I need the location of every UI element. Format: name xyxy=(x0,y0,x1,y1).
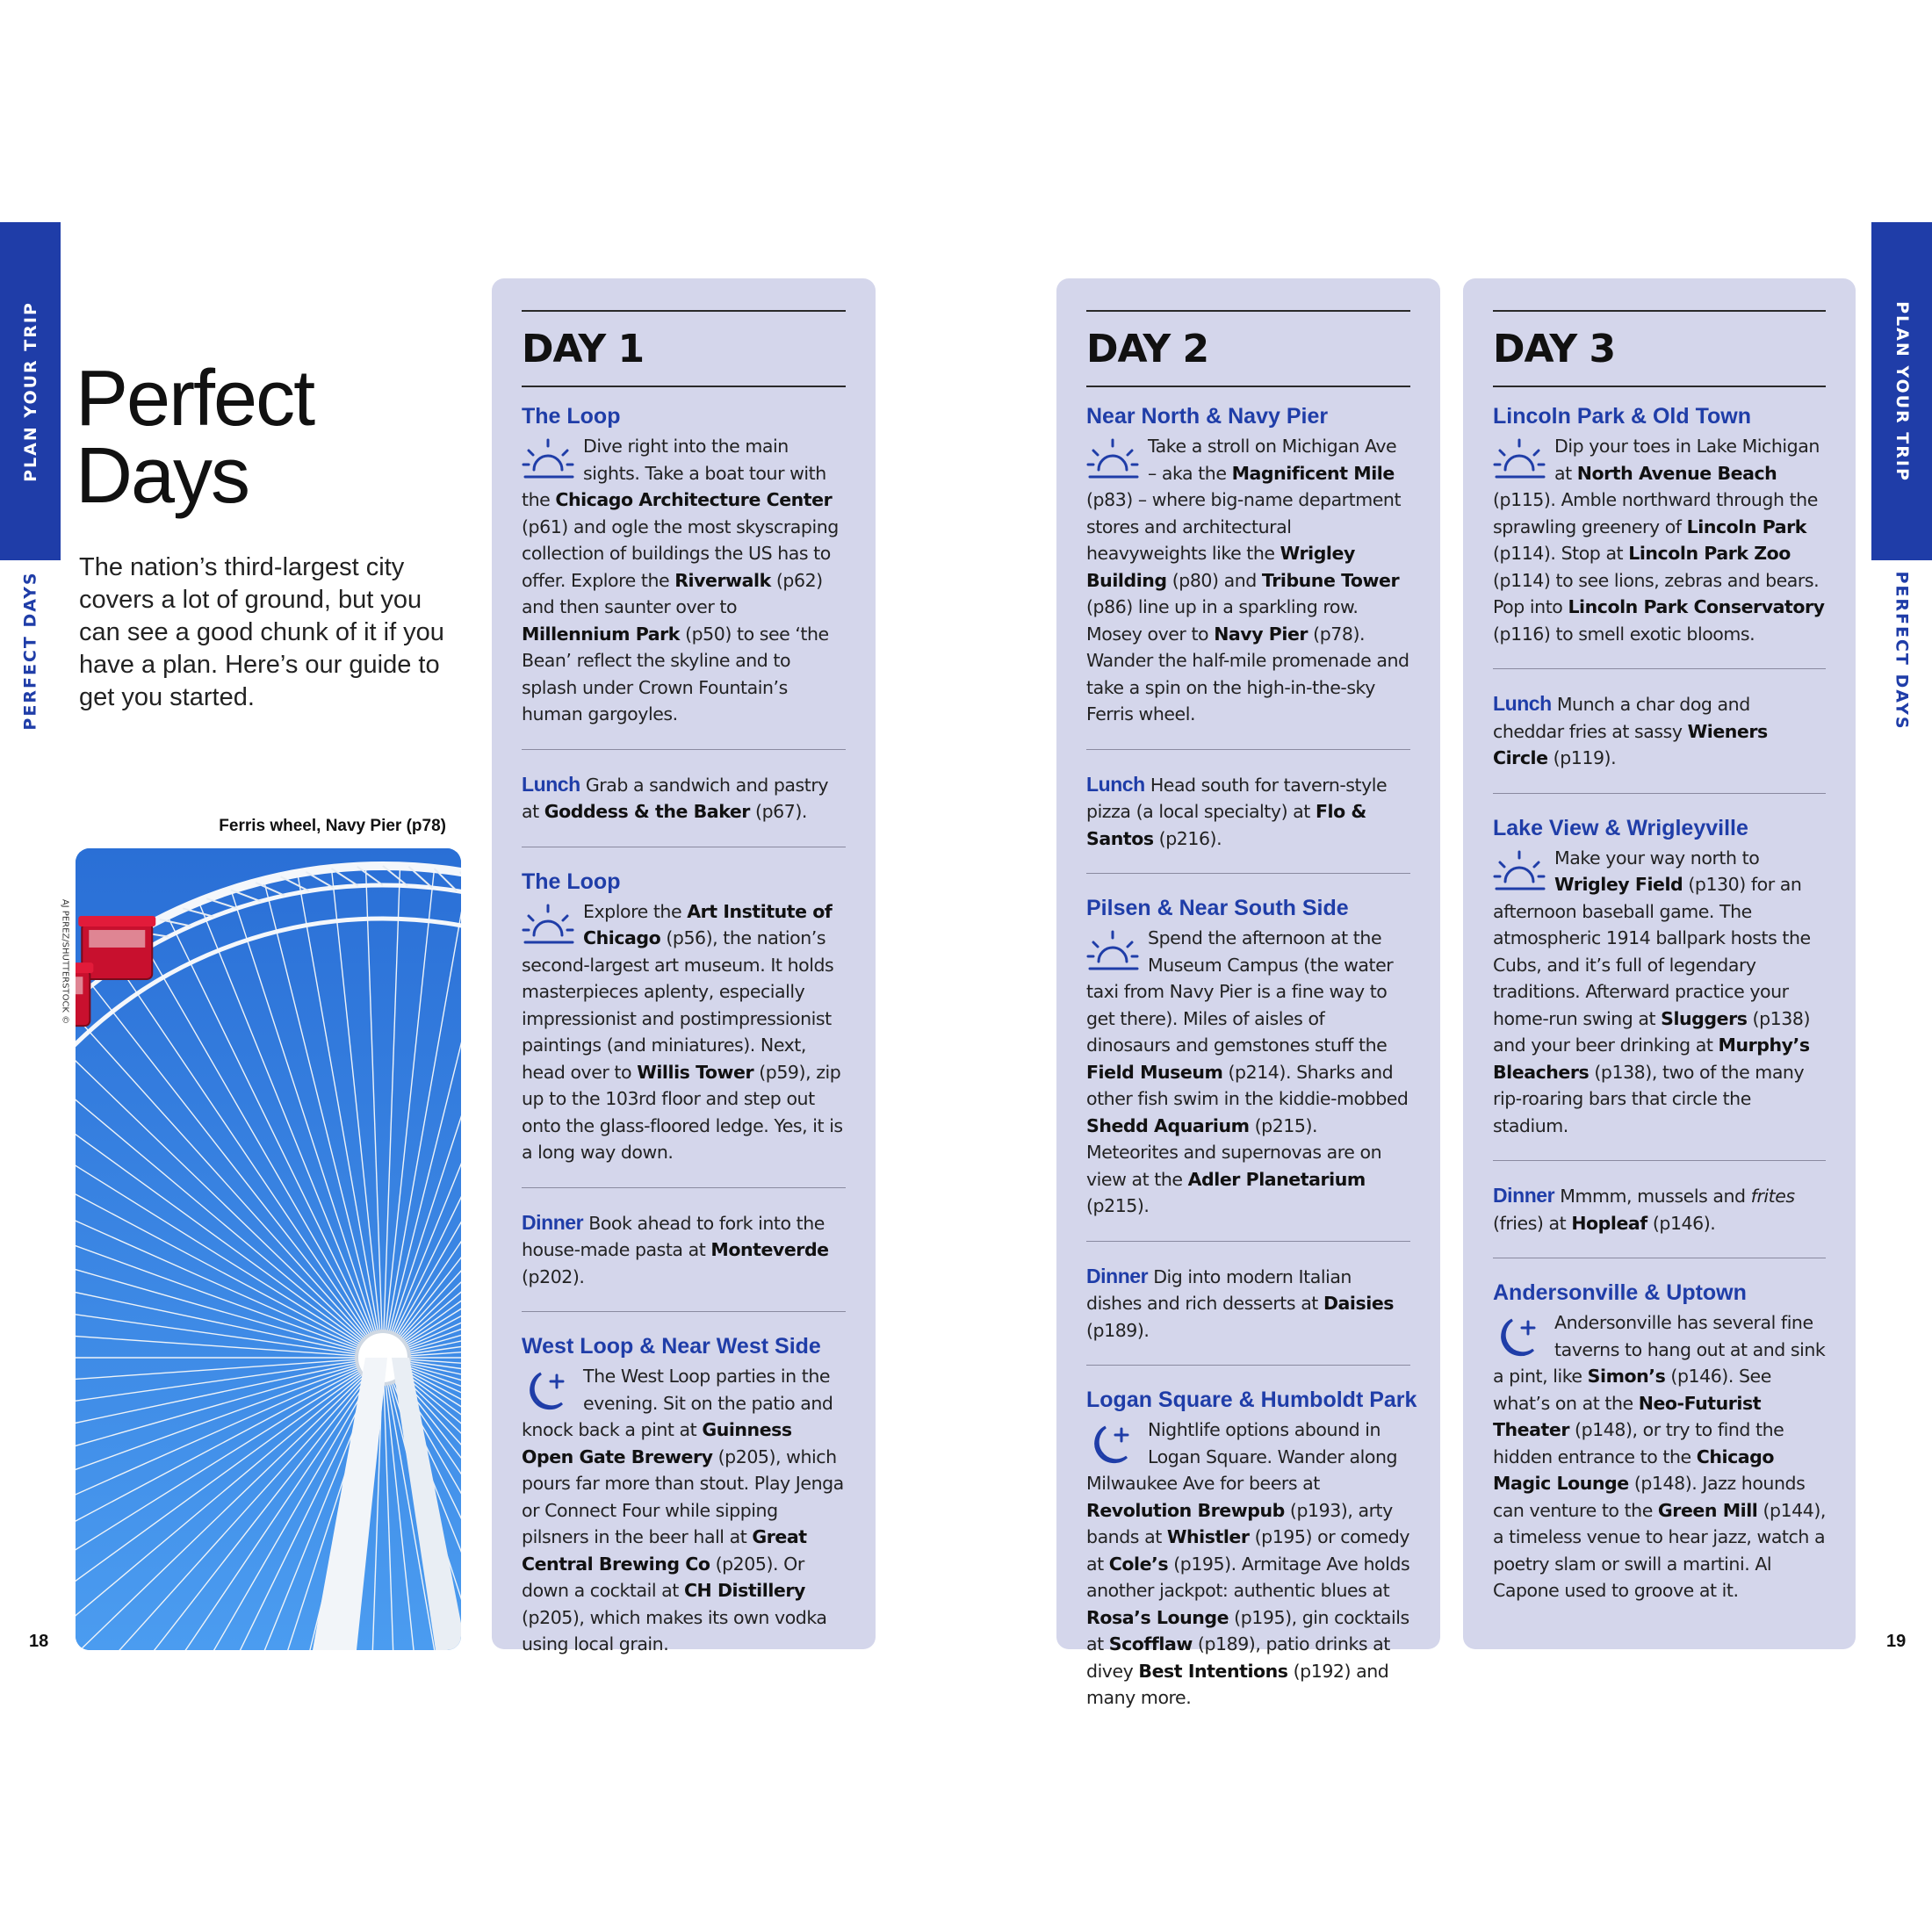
moon-icon xyxy=(1086,1422,1143,1466)
sun-icon xyxy=(522,438,578,482)
day-1-panel xyxy=(492,278,876,1654)
day-activity: Take a stroll on Michigan Ave – aka the Magnificent Mile (p83) – where big-name department stores and architectural heavyweights like the Wrigley Building (p80) and Tribune Tower (p86) line up in a sparkling row. Mosey over to Navy Pier (p78). Wander the half-mile promenade and take a spin on the high-in-the-sky Ferris wheel. xyxy=(1086,436,1409,724)
section-tab-right xyxy=(1871,222,1932,732)
dinner-note: Dinner Mmmm, mussels and frites (fries) at Hopleaf (p146). xyxy=(1493,1184,1795,1234)
divider xyxy=(522,1311,846,1312)
tab-label-perfect-days: PERFECT DAYS xyxy=(1892,570,1912,731)
evening-activity: Andersonville has several fine taverns to hang out at and sink a pint, like Simon’s (p146). See what’s on at the Neo-Futurist Theater (p148), or try to find the hidden entrance to the Chicago Magic Lounge (p148). Jazz hounds can venture to the Green Mill (p144), a timeless venue to hear jazz, watch a poetry slam or swill a martini. Al Capone used to groove at it. xyxy=(1493,1312,1826,1601)
evening-activity: Nightlife options abound in Logan Square. Wander along Milwaukee Ave for beers at Revolution Brewpub (p193), arty bands at Whistler (p195) or comedy at Cole’s (p195). Armitage Ave holds another jackpot: authentic blues at Rosa’s Lounge (p195), gin cocktails at Scofflaw (p189), patio drinks at divey Best Intentions (p192) and many more. xyxy=(1086,1419,1410,1708)
page-title-line-2: Days xyxy=(76,432,249,520)
location-heading: West Loop & Near West Side xyxy=(522,1334,821,1359)
divider xyxy=(1086,873,1410,874)
photo-caption: Ferris wheel, Navy Pier (p78) xyxy=(219,817,446,835)
sun-icon xyxy=(522,904,578,948)
ferris-wheel-illustration xyxy=(76,848,461,1650)
divider xyxy=(1493,793,1826,794)
location-heading: The Loop xyxy=(522,404,621,429)
photo-credit: AJ PEREZ/SHUTTERSTOCK © xyxy=(60,898,70,1025)
page-number-left: 18 xyxy=(29,1632,49,1651)
sun-icon xyxy=(1086,438,1143,482)
page-title-line-1: Perfect xyxy=(76,355,314,443)
divider xyxy=(1086,749,1410,750)
day-title: DAY 2 xyxy=(1086,310,1410,387)
afternoon-activity: Spend the afternoon at the Museum Campus (the water taxi from Navy Pier is a fine way to get there). Miles of aisles of dinosaurs and gemstones stuff the Field Museum (p214). Sharks and other fish swim in the kiddie-mobbed Shedd Aquarium (p215). Meteorites and supernovas are on view at the Adler Planetarium (p215). xyxy=(1086,927,1409,1216)
divider xyxy=(522,1187,846,1188)
afternoon-activity: Make your way north to Wrigley Field (p130) for an afternoon baseball game. The atmospheric 1914 ballpark hosts the Cubs, and it’s full of legendary traditions. Afterward practice your home-run swing at Sluggers (p138) and your beer drinking at Murphy’s Bleachers (p138), two of the many rip-roaring bars that circle the stadium. xyxy=(1493,847,1811,1136)
tab-label-plan-your-trip: PLAN YOUR TRIP xyxy=(1892,300,1912,482)
ferris-wheel-photo xyxy=(76,848,461,1650)
moon-icon xyxy=(522,1368,578,1412)
evening-activity: The West Loop parties in the evening. Sit on the patio and knock back a pint at Guinness Open Gate Brewery (p205), which pours far more than stout. Play Jenga or Connect Four while sipping pilsners in the beer hall at Great Central Brewing Co (p205). Or down a cocktail at CH Distillery (p205), which makes its own vodka using local grain. xyxy=(522,1366,844,1654)
day-title: DAY 3 xyxy=(1493,310,1826,387)
afternoon-activity: Explore the Art Institute of Chicago (p56), the nation’s second-largest art museum. It holds masterpieces aplenty, especially impressionist and postimpressionist paintings (and miniatures). Next, head over to Willis Tower (p59), zip up to the 103rd floor and step out onto the glass-floored ledge. Yes, it is a long way down. xyxy=(522,900,843,1163)
location-heading: Andersonville & Uptown xyxy=(1493,1280,1747,1305)
location-heading: Lake View & Wrigleyville xyxy=(1493,815,1748,840)
tab-label-plan-your-trip: PLAN YOUR TRIP xyxy=(20,300,40,482)
dinner-note: Dinner Book ahead to fork into the house-made pasta at Monteverde (p202). xyxy=(522,1210,829,1287)
divider xyxy=(1086,1241,1410,1242)
day-2-panel xyxy=(1056,278,1440,1708)
divider xyxy=(522,749,846,750)
intro-paragraph: The nation’s third-largest city covers a lot of ground, but you can see a good chunk of it if you have a plan. Here’s our guide to get you started. xyxy=(79,553,444,711)
page-title xyxy=(76,355,444,520)
day-activity: Dip your toes in Lake Michigan at North Avenue Beach (p115). Amble northward through the sprawling greenery of Lincoln Park (p114). Stop at Lincoln Park Zoo (p114) to see lions, zebras and bears. Pop into Lincoln Park Conservatory (p116) to smell exotic blooms. xyxy=(1493,436,1825,645)
day-activity: Dive right into the main sights. Take a boat tour with the Chicago Architecture Center (p61) and ogle the most skyscraping collection of buildings the US has to offer. Explore the Riverwalk (p62) and then saunter over to Millennium Park (p50) to see ‘the Bean’ reflect the skyline and to splash under Crown Fountain’s human gargoyles. xyxy=(522,436,839,724)
divider xyxy=(1493,1160,1826,1161)
lunch-note: Lunch Head south for tavern-style pizza (a local specialty) at Flo & Santos (p216). xyxy=(1086,772,1388,849)
location-heading: Pilsen & Near South Side xyxy=(1086,896,1349,920)
page-number-right: 19 xyxy=(1886,1632,1907,1651)
gondola xyxy=(76,962,93,1026)
location-heading: Lincoln Park & Old Town xyxy=(1493,404,1751,429)
divider xyxy=(1086,1365,1410,1366)
lunch-note: Lunch Munch a char dog and cheddar fries at sassy Wieners Circle (p119). xyxy=(1493,692,1768,768)
moon-icon xyxy=(1493,1315,1549,1359)
lunch-note: Lunch Grab a sandwich and pastry at Goddess & the Baker (p67). xyxy=(522,772,829,822)
location-heading: Logan Square & Humboldt Park xyxy=(1086,1388,1417,1412)
sun-icon xyxy=(1493,850,1549,894)
tab-label-perfect-days: PERFECT DAYS xyxy=(20,570,40,731)
sun-icon xyxy=(1493,438,1549,482)
day-title: DAY 1 xyxy=(522,310,846,387)
location-heading: Near North & Navy Pier xyxy=(1086,404,1329,429)
divider xyxy=(1493,668,1826,669)
sun-icon xyxy=(1086,930,1143,974)
day-3-panel xyxy=(1463,278,1856,1649)
dinner-note: Dinner Dig into modern Italian dishes and rich desserts at Daisies (p189). xyxy=(1086,1264,1395,1341)
location-heading: The Loop xyxy=(522,869,621,894)
section-tab-left xyxy=(0,222,61,732)
